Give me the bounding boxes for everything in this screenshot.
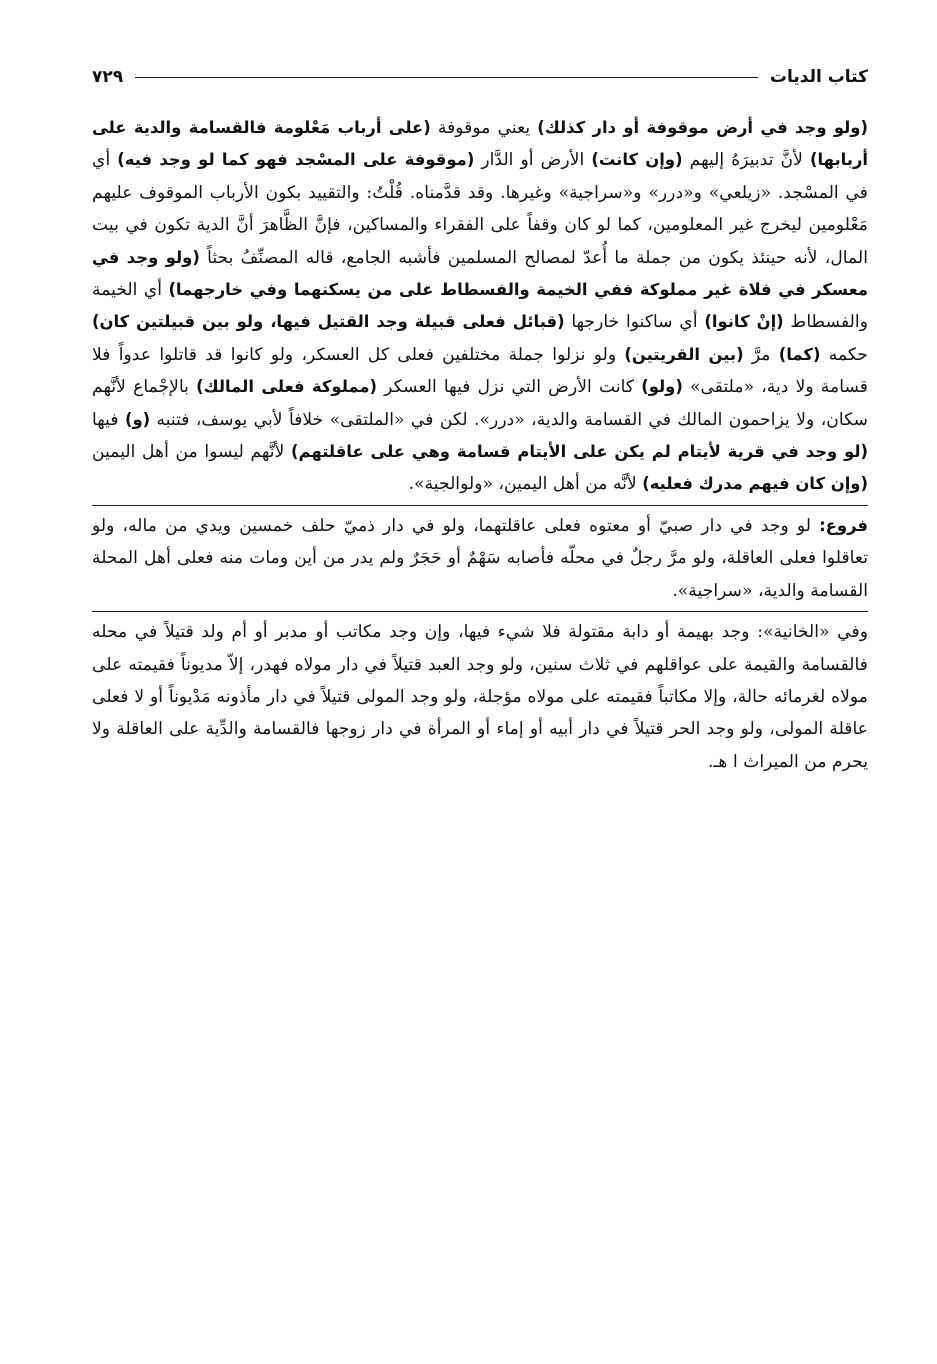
commentary-text-segment: ولو نزلوا جملة مختلفين فعلى كل العسكر، ولو كانوا قد قاتلوا عدواً فلا قسامة ولا دية، «ملتقى» bbox=[92, 344, 869, 398]
chapter-title: كتاب الديات bbox=[769, 67, 868, 87]
commentary-text-segment: أي في المسْجد. «زيلعي» و«درر» و«سراجية» وغيرها. وقد قدَّمناه. قُلْتُ: والتقييد بكون الأرباب الموقوف عليهم مَعْلومين ليخرج غير المعلومين، كما لو كان وقفاً على الفقراء والمساكين، فإنَّ الظَّاهرَ أنَّ الدية تكون في بيت المال، لأنه حينئذ يكون من جملة ما أُعدّ لمصالح المسلمين فأشبه الجامع، قاله المصنِّفُ بحثاً bbox=[92, 150, 868, 268]
matn-text-segment: (كما) bbox=[778, 344, 821, 364]
matn-text-segment: (على أرباب مَعْلومة فالقسامة والدية على أربابها) bbox=[92, 118, 868, 170]
commentary-text-segment: لأنَّهم ليسوا من أهل اليمين bbox=[92, 442, 292, 463]
commentary-text-segment: الأرض أو الدَّار bbox=[474, 150, 592, 171]
commentary-text-segment: لأنَّ تدبيرَهُ إليهم bbox=[682, 150, 811, 171]
matn-text-segment: (ولو وجد في معسكر في فلاة غير مملوكة ففي الخيمة والفسطاط على من يسكنهما وفي خارجهما) bbox=[92, 247, 868, 300]
matn-text-segment: (موقوفة على المسْجد فهو كما لو وجد فيه) bbox=[117, 150, 475, 170]
matn-text-segment: (وإن كان فيهم مدرك فعليه) bbox=[642, 474, 868, 494]
khaniya-paragraph bbox=[92, 616, 868, 778]
matn-text-segment: (وإن كانت) bbox=[591, 150, 683, 170]
commentary-text-segment: حكمه bbox=[820, 344, 868, 365]
commentary-text-segment: كانت الأرض التي نزل فيها العسكر bbox=[377, 377, 642, 398]
commentary-text-segment: مرَّ bbox=[743, 344, 779, 365]
page-number: ٧٢٩ bbox=[92, 67, 124, 87]
commentary-text-segment: أي ساكنوا خارجها bbox=[564, 312, 705, 333]
matn-text-segment: (ولو وجد في أرض موقوفة أو دار كذلك) bbox=[537, 118, 868, 137]
matn-text-segment: (و) bbox=[124, 409, 151, 429]
branches-paragraph bbox=[92, 510, 868, 607]
matn-text-segment: (إنْ كانوا) bbox=[704, 312, 784, 332]
paragraph-divider bbox=[92, 505, 868, 506]
main-commentary-paragraph bbox=[92, 112, 868, 501]
paragraph-divider bbox=[92, 611, 868, 612]
page-header bbox=[92, 62, 868, 92]
matn-text-segment: فروع: bbox=[819, 515, 868, 535]
commentary-text-segment: بالإجْماع لأنَّهم سكان، ولا يزاحمون المالك في القسامة والدية، «درر». لكن في «الملتقى» خلافاً لأبي يوسف، فتنبه bbox=[92, 377, 868, 430]
commentary-text-segment: لأنَّه من أهل اليمين، «ولوالجية». bbox=[408, 474, 643, 495]
matn-text-segment: (قبائل فعلى قبيلة وجد القتيل فيها، ولو بين قبيلتين كان) bbox=[92, 312, 565, 332]
header-rule bbox=[135, 77, 758, 78]
matn-text-segment: (لو وجد في قرية لأيتام لم يكن على الأيتام قسامة وهي على عاقلتهم) bbox=[291, 442, 868, 462]
commentary-text-segment: أي الخيمة والفسطاط bbox=[92, 280, 868, 333]
commentary-text-segment: فيها bbox=[92, 409, 125, 430]
page-body bbox=[92, 112, 868, 778]
matn-text-segment: (ولو) bbox=[641, 377, 683, 397]
commentary-text-segment: يعني موقوفة bbox=[430, 118, 538, 138]
commentary-text-segment: وفي «الخانية»: وجد بهيمة أو دابة مقتولة فلا شيء فيها، وإن وجد مكاتب أو مدبر أو أم ولد قتيلاً في محله فالقسامة والقيمة على عواقلهم في ثلاث سنين، ولو وجد العبد قتيلاً في دار مولاه فهدر، إلاّ مديوناً فقيمته على مولاه لغرمائه حالة، وإلا مكاتباً فقيمته على مولاه مؤجلة، ولو وجد المولى قتيلاً في دار مأذونه مَدْيوناً أو لا فعلى عاقلة المولى، ولو وجد الحر قتيلاً في دار أبيه أو إماء أو المرأة في دار زوجها فالقسامة والدِّية على العاقلة ولا يحرم من الميراث ا هـ. bbox=[92, 622, 868, 772]
book-page bbox=[92, 62, 868, 942]
matn-text-segment: (مملوكة فعلى المالك) bbox=[196, 377, 378, 397]
matn-text-segment: (بين القريتين) bbox=[624, 344, 744, 364]
commentary-text-segment: لو وجد في دار صبيّ أو معتوه فعلى عاقلتهما، ولو في دار ذميّ حلف خمسين ويدي من ماله، ولو تعاقلوا فعلى العاقلة، ولو مرَّ رجلٌ في محلّه فأصابه سَهْمٌ أو حَجَرٌ ولم يدر من أين ومات منه فعلى أهل المحلة القسامة والدية، «سراجية». bbox=[92, 515, 868, 601]
